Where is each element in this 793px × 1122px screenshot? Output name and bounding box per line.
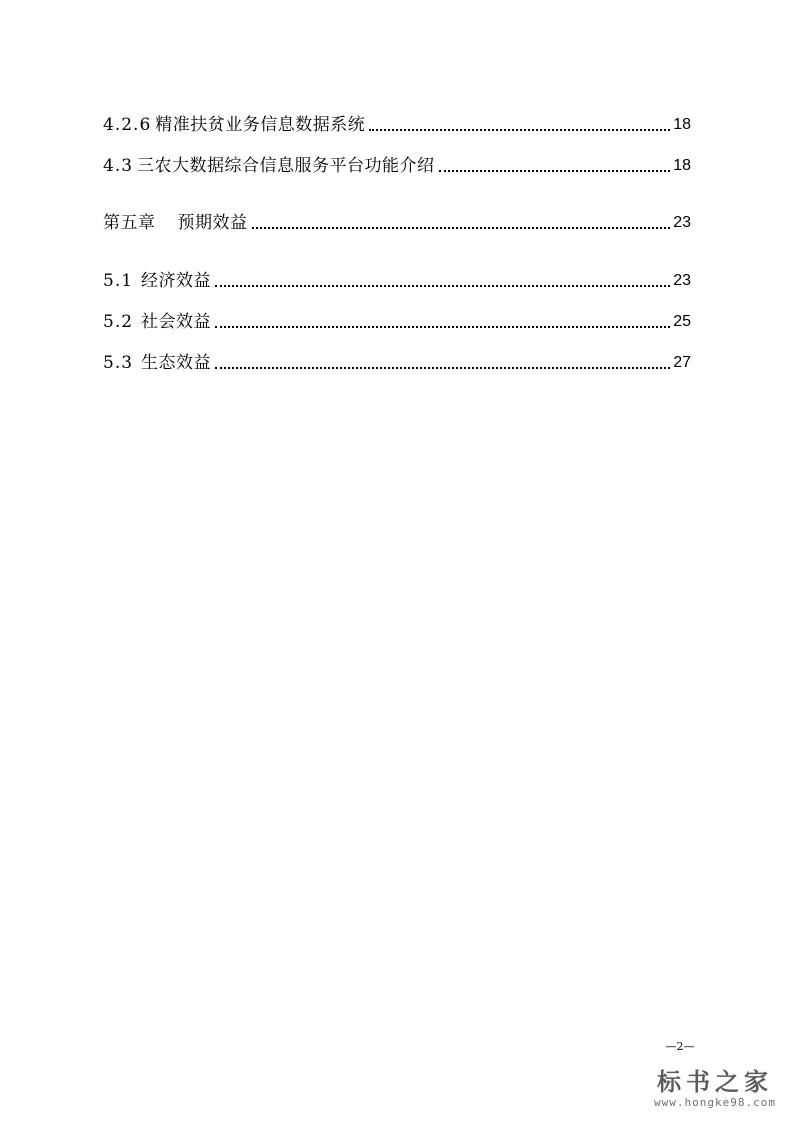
toc-entry-page: 18 <box>673 157 691 174</box>
toc-entry <box>103 151 691 177</box>
watermark-title: 标书之家 <box>657 1068 773 1096</box>
toc-entry-page: 23 <box>673 214 691 231</box>
toc-entry-title: 社会效益 <box>141 312 212 332</box>
page-number: —2— <box>665 1040 695 1053</box>
toc-entry-number: 5.3 <box>103 353 134 373</box>
toc-leader <box>252 227 671 229</box>
toc-entry-title: 精准扶贫业务信息数据系统 <box>155 115 366 135</box>
toc-entry <box>103 266 691 292</box>
toc-entry-number: 5.1 <box>103 271 134 291</box>
toc-entry-number: 4.2.6 <box>103 115 152 135</box>
toc-entry-title: 经济效益 <box>141 271 212 291</box>
toc-leader <box>439 170 671 172</box>
toc-leader <box>215 326 670 328</box>
toc-leader <box>215 367 670 369</box>
toc-entry <box>103 110 691 136</box>
toc-entry-title: 生态效益 <box>141 353 212 373</box>
toc-entry-number: 4.3 <box>103 156 134 176</box>
toc-leader <box>369 129 670 131</box>
watermark-url: www.hongke98.com <box>654 1096 776 1109</box>
toc-entry <box>103 348 691 374</box>
toc-entry-page: 27 <box>673 354 691 371</box>
toc-entry-number: 第五章 <box>103 213 156 233</box>
toc-chapter-entry <box>103 208 691 234</box>
toc-entry-title: 预期效益 <box>177 213 248 233</box>
toc-entry-page: 18 <box>673 116 691 133</box>
toc-entry-page: 25 <box>673 313 691 330</box>
toc-entry <box>103 307 691 333</box>
toc-leader <box>215 285 670 287</box>
watermark-logo <box>640 1068 790 1110</box>
toc-entry-number: 5.2 <box>103 312 134 332</box>
toc-entry-title: 三农大数据综合信息服务平台功能介绍 <box>137 156 435 176</box>
toc-entry-page: 23 <box>673 272 691 289</box>
